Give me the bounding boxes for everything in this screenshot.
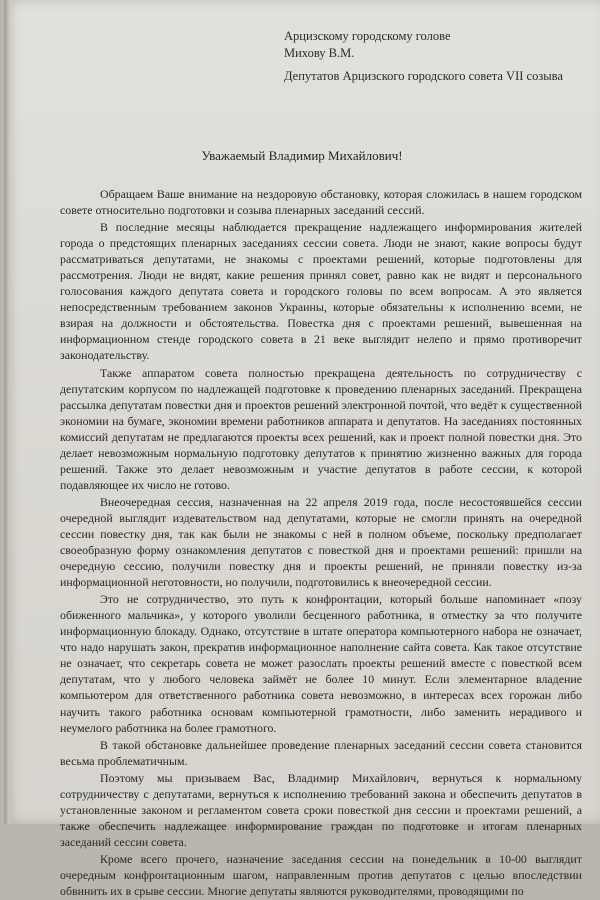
paragraph: Кроме всего прочего, назначение заседания сессии на понедельник в 10-00 выглядит очередным конфронтационным шагом, направленным против депутатов с целью впоследствии обвинить их в срыве сессии. Многие депутаты являются руководителями, проводящими по (60, 851, 582, 899)
paragraph: Также аппаратом совета полностью прекращена деятельность по сотрудничеству с депутатским корпусом по надлежащей подготовке к проведению пленарных заседаний. Прекращена рассылка депутатам повестки дня и проектов решений электронной почтой, что ведёт к существенной экономии на бумаге, экономии времени работников аппарата и депутатов. На заседаниях постоянных комиссий депутатам не предлагаются проекты всех решений, как и проект полной повестки дня. Это делает невозможным нормальную подготовку депутатов к принятию жизненно важных для города решений. Также это делает невозможным и участие депутатов в работе сессии, к которой подавляющее их число не готово. (60, 365, 582, 492)
salutation: Уважаемый Владимир Михайлович! (201, 148, 403, 163)
page-left-edge (4, 0, 10, 824)
recipient-line-2: Михову В.М. (284, 46, 355, 60)
paragraph: Обращаем Ваше внимание на нездоровую обстановку, которая сложилась в нашем городском совете относительно подготовки и созыва пленарных заседаний сессий. (60, 187, 582, 218)
paragraph: В такой обстановке дальнейшее проведение пленарных заседаний сессии совета становится весьма проблематичным. (60, 737, 582, 768)
recipient-line-1: Арцизскому городскому голове (284, 29, 451, 43)
paragraph: В последние месяцы наблюдается прекращение надлежащего информирования жителей города о предстоящих пленарных заседаниях сессии совета. Люди не знают, какие вопросы будут рассматриваться депутатами, не знакомы с проектами решений, которые подготовлены для рассмотрения. Люди не видят, какие решения принял совет, равно как не видят и персонального голосования каждого депутата совета и городского головы по всем вопросам. А это является непосредственным требованием законов Украины, которые обязательны к исполнению всеми, не взирая на должности и обстоятельства. Повестка дня с проектами решений, вывешенная на информационном стенде городского совета в 21 веке выглядит нелепо и прямо противоречит законодательству. (60, 220, 582, 363)
paragraph: Это не сотрудничество, это путь к конфронтации, который больше напоминает «позу обиженного мальчика», у которого уволили бесценного работника, в отместку за что получите информационную блокаду. Однако, отсутствие в штате оператора компьютерного набора не означает, что надо нарушать закон, прекратив информационное наполнение сайта совета. Как такое отсутствие не означает, что секретарь совета не может разослать проекты решений вместе с повесткой всем депутатам, что у любого человека займёт не более 10 минут. Если элементарное владение компьютером для ответственного работника совета невозможно, в интересах всех горожан либо научить такого работника основам компьютерной грамотности, либо заменить нерадивого и неумелого работника на более грамотного. (60, 592, 582, 735)
paragraph: Поэтому мы призываем Вас, Владимир Михайлович, вернуться к нормальному сотрудничеству с депутатами, вернуться к исполнению требований закона и обеспечить депутатов в установленные законом и регламентом совета сроки повесткой дня сессии и проектами решений, а также обеспечить надлежащее информирование граждан по подготовке и итогам пленарных заседаний сессии совета. (60, 770, 582, 849)
sender-line: Депутатов Арцизского городского совета VII созыва (284, 69, 563, 83)
letter-body (60, 186, 582, 900)
paragraph: Внеочередная сессия, назначенная на 22 апреля 2019 года, после несостоявшейся сессии очередной выглядит издевательством над депутатами, которые не смогли принять на очередной сессии повестку дня, так как были не знакомы с ней в полном объеме, поскольку предполагает своеобразную форму ознакомления депутатов с повесткой дня и проектами решений: пришли на очередную сессию, получили повестку дня и проекты решений, не приняли повестку из-за информационной неготовности, но получили, подготовились к внеочередной сессии. (60, 494, 582, 590)
document-page (4, 0, 600, 899)
